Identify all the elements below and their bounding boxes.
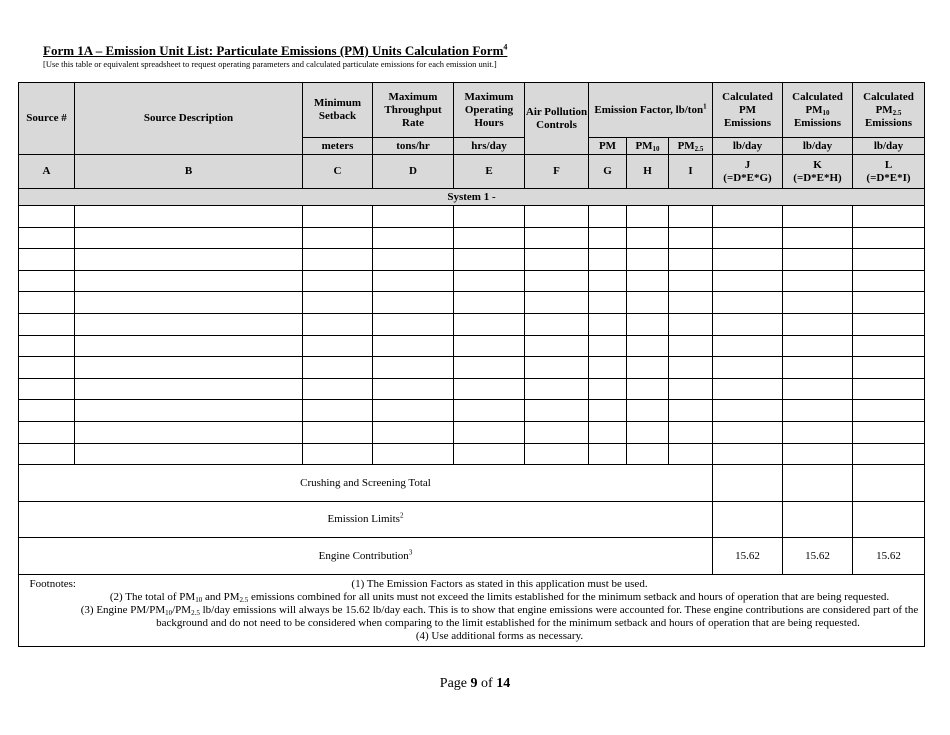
table-cell[interactable] [669, 206, 713, 228]
header-source-num: Source # [19, 83, 75, 155]
table-cell[interactable] [19, 270, 75, 292]
system-label: System 1 - [19, 189, 925, 206]
table-cell[interactable] [713, 227, 783, 249]
table-cell[interactable] [525, 378, 589, 400]
header-maximum-throughput: Maximum Throughput Rate [373, 83, 454, 138]
unit-pm: PM [589, 138, 627, 155]
table-cell[interactable] [589, 400, 627, 422]
table-cell[interactable] [713, 357, 783, 379]
letter-a: A [19, 155, 75, 189]
table-cell[interactable] [525, 421, 589, 443]
table-cell[interactable] [783, 292, 853, 314]
table-cell[interactable] [303, 378, 373, 400]
table-cell[interactable] [713, 313, 783, 335]
table-cell[interactable] [19, 292, 75, 314]
table-cell[interactable] [783, 313, 853, 335]
table-cell[interactable] [783, 335, 853, 357]
table-cell[interactable] [525, 249, 589, 271]
table-cell[interactable] [669, 400, 713, 422]
table-cell[interactable] [373, 313, 454, 335]
letter-f: F [525, 155, 589, 189]
table-cell[interactable] [454, 227, 525, 249]
table-cell[interactable] [525, 443, 589, 465]
unit-lb-day-k: lb/day [783, 138, 853, 155]
table-cell[interactable] [19, 421, 75, 443]
table-cell[interactable] [669, 357, 713, 379]
table-cell[interactable] [713, 292, 783, 314]
letter-e: E [454, 155, 525, 189]
header-calculated-pm: Calculated PM Emissions [713, 83, 783, 138]
table-cell[interactable] [75, 227, 303, 249]
header-calculated-pm25: Calculated $PM_{2.5}$ Emissions [853, 83, 925, 138]
table-cell[interactable] [373, 270, 454, 292]
table-cell[interactable] [783, 421, 853, 443]
table-cell[interactable] [303, 249, 373, 271]
header-emission-factor: Emission Factor, lb/ton$^1$ [589, 83, 713, 138]
table-cell[interactable] [669, 378, 713, 400]
table-cell[interactable] [525, 227, 589, 249]
table-cell[interactable] [713, 400, 783, 422]
table-cell[interactable] [627, 400, 669, 422]
table-cell[interactable] [627, 421, 669, 443]
table-cell[interactable] [525, 313, 589, 335]
table-cell[interactable] [303, 400, 373, 422]
table-cell[interactable] [303, 421, 373, 443]
footnote-1: (1) The Emission Factors as stated in this application must be used. [351, 578, 648, 591]
table-cell[interactable] [303, 313, 373, 335]
table-cell[interactable] [589, 206, 627, 228]
table-cell[interactable] [853, 357, 925, 379]
footnotes-row [19, 575, 925, 647]
emission-limits-pm25[interactable] [853, 502, 925, 538]
letter-d: D [373, 155, 454, 189]
table-cell[interactable] [454, 292, 525, 314]
table-cell[interactable] [627, 378, 669, 400]
letter-l: L (=D*E*I) [853, 155, 925, 189]
table-cell[interactable] [454, 357, 525, 379]
table-cell[interactable] [373, 357, 454, 379]
table-cell[interactable] [669, 249, 713, 271]
footnotes-label: Footnotes: [29, 578, 76, 591]
table-row [19, 270, 925, 292]
table-cell[interactable] [75, 249, 303, 271]
table-cell[interactable] [373, 400, 454, 422]
table-cell[interactable] [669, 421, 713, 443]
table-row [19, 292, 925, 314]
table-cell[interactable] [669, 313, 713, 335]
letter-c: C [303, 155, 373, 189]
table-cell[interactable] [627, 249, 669, 271]
table-cell[interactable] [75, 378, 303, 400]
table-row [19, 400, 925, 422]
table-cell[interactable] [783, 378, 853, 400]
table-cell[interactable] [853, 421, 925, 443]
table-cell[interactable] [783, 249, 853, 271]
table-cell[interactable] [589, 443, 627, 465]
footnote-3-continued: background and do not need to be considered when comparing to the limit established for the minimum setback and hours of operation that are being requested. [156, 617, 860, 630]
table-cell[interactable] [454, 421, 525, 443]
table-cell[interactable] [853, 227, 925, 249]
table-cell[interactable] [525, 335, 589, 357]
header-maximum-operating-hours: Maximum Operating Hours [454, 83, 525, 138]
table-row [19, 443, 925, 465]
table-cell[interactable] [75, 270, 303, 292]
crushing-total-row [19, 465, 925, 502]
table-cell[interactable] [373, 249, 454, 271]
table-cell[interactable] [853, 249, 925, 271]
letter-g: G [589, 155, 627, 189]
table-cell[interactable] [669, 270, 713, 292]
table-cell[interactable] [713, 249, 783, 271]
table-cell[interactable] [303, 335, 373, 357]
table-cell[interactable] [853, 400, 925, 422]
table-row [19, 421, 925, 443]
table-row [19, 335, 925, 357]
table-cell[interactable] [627, 227, 669, 249]
unit-hours-per-day: hrs/day [454, 138, 525, 155]
table-cell[interactable] [373, 443, 454, 465]
header-calculated-pm10: Calculated $PM_{10}$ Emissions [783, 83, 853, 138]
crushing-total-pm10[interactable] [783, 465, 853, 502]
page-number: Page 9 of 14 [439, 676, 511, 691]
table-cell[interactable] [783, 357, 853, 379]
table-cell[interactable] [19, 313, 75, 335]
table-cell[interactable] [669, 335, 713, 357]
table-cell[interactable] [373, 292, 454, 314]
table-cell[interactable] [373, 206, 454, 228]
table-cell[interactable] [783, 206, 853, 228]
table-cell[interactable] [19, 400, 75, 422]
table-cell[interactable] [75, 313, 303, 335]
table-cell[interactable] [627, 206, 669, 228]
table-cell[interactable] [525, 400, 589, 422]
engine-contribution-pm25: 15.62 [853, 538, 925, 575]
letter-b: B [75, 155, 303, 189]
table-cell[interactable] [525, 206, 589, 228]
table-cell[interactable] [454, 400, 525, 422]
letter-i: I [669, 155, 713, 189]
table-cell[interactable] [454, 206, 525, 228]
table-cell[interactable] [669, 292, 713, 314]
table-cell[interactable] [454, 313, 525, 335]
table-cell[interactable] [589, 313, 627, 335]
unit-pm25: $PM_{2.5}$ [669, 138, 713, 155]
unit-lb-day-j: lb/day [713, 138, 783, 155]
table-row [19, 206, 925, 228]
table-cell[interactable] [454, 443, 525, 465]
table-cell[interactable] [713, 206, 783, 228]
letter-k: K (=D*E*H) [783, 155, 853, 189]
table-cell[interactable] [75, 400, 303, 422]
emission-limits-pm[interactable] [713, 502, 783, 538]
engine-contribution-pm: 15.62 [713, 538, 783, 575]
table-cell[interactable] [713, 443, 783, 465]
table-cell[interactable] [303, 443, 373, 465]
table-cell[interactable] [75, 335, 303, 357]
table-cell[interactable] [303, 292, 373, 314]
table-cell[interactable] [853, 443, 925, 465]
header-air-pollution-controls: Air Pollution Controls [525, 83, 589, 155]
table-cell[interactable] [713, 335, 783, 357]
emission-limits-pm10[interactable] [783, 502, 853, 538]
unit-lb-day-l: lb/day [853, 138, 925, 155]
table-cell[interactable] [303, 357, 373, 379]
table-cell[interactable] [627, 443, 669, 465]
table-cell[interactable] [373, 421, 454, 443]
table-cell[interactable] [627, 292, 669, 314]
table-row [19, 227, 925, 249]
table-cell[interactable] [589, 335, 627, 357]
header-minimum-setback: Minimum Setback [303, 83, 373, 138]
table-cell[interactable] [454, 378, 525, 400]
table-cell[interactable] [669, 227, 713, 249]
table-cell[interactable] [19, 443, 75, 465]
footnote-4: (4) Use additional forms as necessary. [415, 630, 584, 643]
table-row [19, 378, 925, 400]
table-cell[interactable] [853, 335, 925, 357]
table-cell[interactable] [19, 206, 75, 228]
footnote-2: (2) The total of $PM_{10}$ and $PM_{2.5}$ emissions combined for all units must not exceed the limits established for the minimum setback and hours of operation that are being requested. [109, 591, 890, 605]
table-cell[interactable] [589, 227, 627, 249]
table-cell[interactable] [627, 357, 669, 379]
table-cell[interactable] [19, 357, 75, 379]
table-row [19, 249, 925, 271]
table-cell[interactable] [589, 357, 627, 379]
table-cell[interactable] [525, 270, 589, 292]
emission-limits-label: Emission Limits$^2$ [19, 502, 713, 538]
engine-contribution-pm10: 15.62 [783, 538, 853, 575]
table-cell[interactable] [19, 335, 75, 357]
table-cell[interactable] [589, 421, 627, 443]
unit-tons-per-hour: tons/hr [373, 138, 454, 155]
footnotes [19, 575, 925, 647]
table-cell[interactable] [75, 421, 303, 443]
table-cell[interactable] [303, 206, 373, 228]
table-cell[interactable] [373, 378, 454, 400]
table-cell[interactable] [713, 270, 783, 292]
table-cell[interactable] [589, 249, 627, 271]
table-cell[interactable] [75, 357, 303, 379]
table-cell[interactable] [713, 378, 783, 400]
system-row [19, 189, 925, 206]
form-title-footnote-marker: 4 [503, 42, 508, 52]
table-cell[interactable] [783, 443, 853, 465]
table-cell[interactable] [627, 313, 669, 335]
table-cell[interactable] [373, 227, 454, 249]
table-cell[interactable] [853, 378, 925, 400]
table-cell[interactable] [669, 443, 713, 465]
crushing-total-label: Crushing and Screening Total [19, 465, 713, 502]
table-cell[interactable] [853, 206, 925, 228]
table-cell[interactable] [853, 313, 925, 335]
letter-j: J (=D*E*G) [713, 155, 783, 189]
header-source-description: Source Description [75, 83, 303, 155]
table-cell[interactable] [525, 357, 589, 379]
table-cell[interactable] [589, 378, 627, 400]
table-cell[interactable] [525, 292, 589, 314]
header-row [19, 83, 925, 138]
table-cell[interactable] [853, 270, 925, 292]
table-cell[interactable] [75, 292, 303, 314]
table-cell[interactable] [853, 292, 925, 314]
crushing-total-pm25[interactable] [853, 465, 925, 502]
table-cell[interactable] [783, 227, 853, 249]
form-subtitle: [Use this table or equivalent spreadsheet to request operating parameters and calculated particulate emissions for each emission unit.] [43, 59, 497, 69]
table-cell[interactable] [303, 227, 373, 249]
table-cell[interactable] [783, 400, 853, 422]
engine-contribution-label: Engine Contribution$^3$ [19, 538, 713, 575]
table-cell[interactable] [19, 249, 75, 271]
table-cell[interactable] [589, 292, 627, 314]
emission-limits-row [19, 502, 925, 538]
table-cell[interactable] [19, 378, 75, 400]
table-cell[interactable] [303, 270, 373, 292]
unit-pm10: $PM_{10}$ [627, 138, 669, 155]
form-title: Form 1A – Emission Unit List: Particulate Emissions (PM) Units Calculation Form$^4$ [43, 42, 508, 58]
table-cell[interactable] [75, 443, 303, 465]
letter-h: H [627, 155, 669, 189]
table-cell[interactable] [454, 249, 525, 271]
table-cell[interactable] [627, 335, 669, 357]
crushing-total-pm[interactable] [713, 465, 783, 502]
table-cell[interactable] [589, 270, 627, 292]
table-cell[interactable] [713, 421, 783, 443]
table-cell[interactable] [454, 335, 525, 357]
table-row [19, 357, 925, 379]
table-cell[interactable] [783, 270, 853, 292]
table-cell[interactable] [627, 270, 669, 292]
table-cell[interactable] [75, 206, 303, 228]
letters-row [19, 155, 925, 189]
table-cell[interactable] [454, 270, 525, 292]
table-cell[interactable] [19, 227, 75, 249]
footnote-3: (3) Engine $PM/PM_{10}/PM_{2.5}$ lb/day emissions will always be 15.62 lb/day each. This is to show that engine emissions were accounted for. These engine contributions are considered part of the [80, 604, 919, 618]
table-row [19, 313, 925, 335]
table-cell[interactable] [373, 335, 454, 357]
unit-meters: meters [303, 138, 373, 155]
engine-contribution-row [19, 538, 925, 575]
emission-unit-table [18, 82, 925, 647]
